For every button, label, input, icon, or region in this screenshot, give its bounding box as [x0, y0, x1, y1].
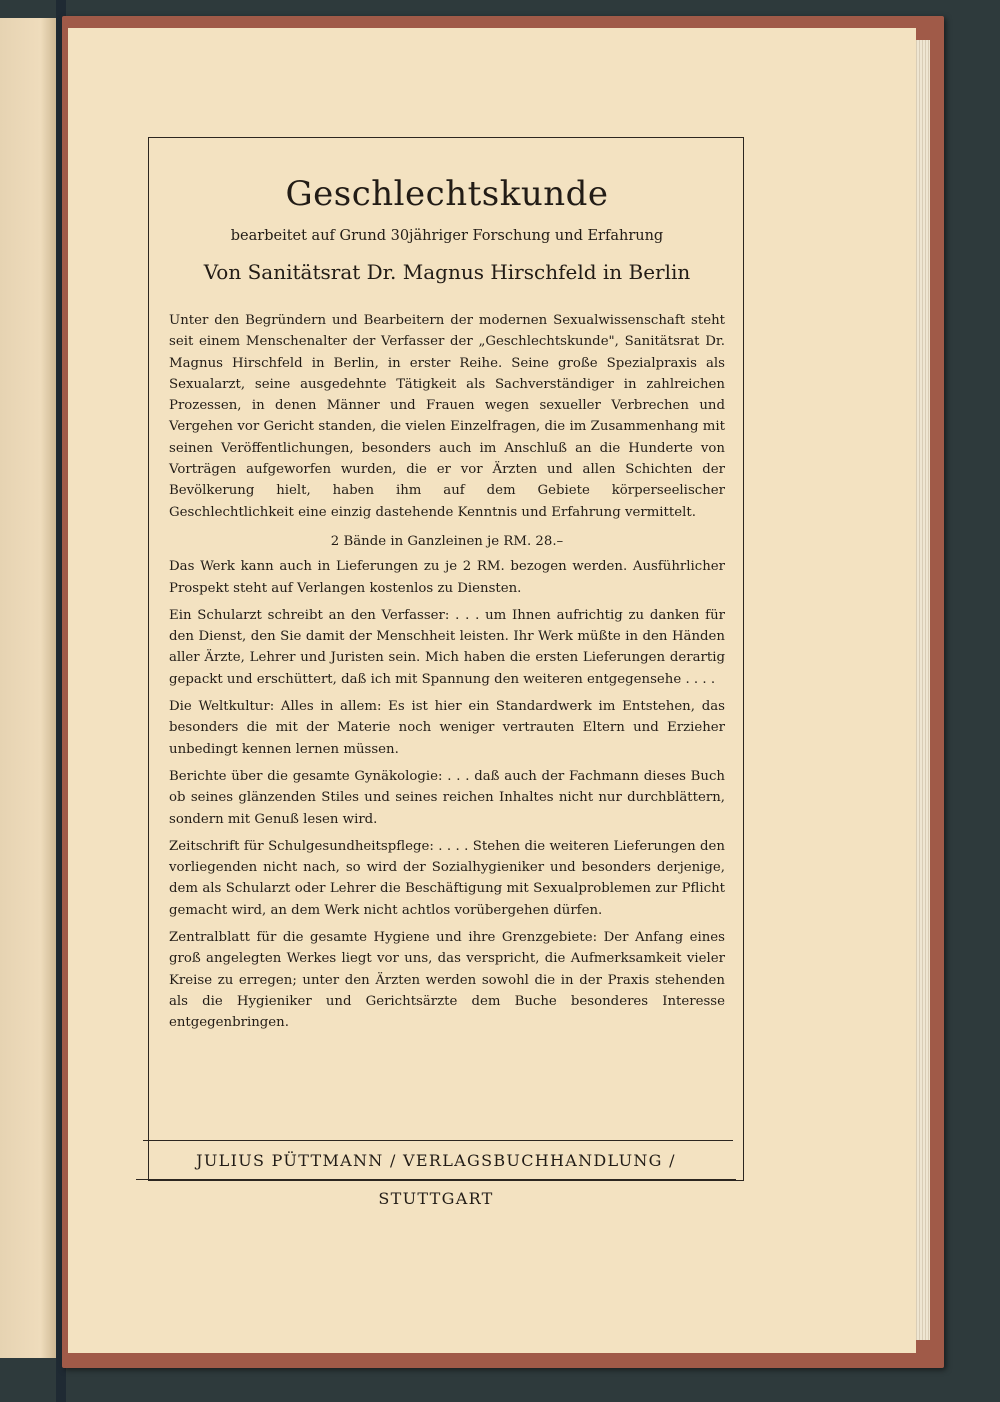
book-author: Von Sanitätsrat Dr. Magnus Hirschfeld in Berlin	[203, 260, 691, 284]
price-line: 2 Bände in Ganzleinen je RM. 28.–	[330, 533, 564, 549]
review-paragraph: Zentralblatt für die gesamte Hygiene und ihre Grenzgebiete: Der Anfang eines groß angelegten Werkes liegt vor uns, das verspricht, die Aufmerksamkeit vieler Kreise zu erregen; unter den Ärzten werden sowohl die in der Praxis stehenden als die Hygieniker und Gerichtsärzte dem Buche besonderes Interesse entgegenbringen.	[169, 930, 725, 1031]
intro-paragraph: Unter den Begründern und Bearbeitern der modernen Sexualwissenschaft steht seit einem Menschenalter der Verfasser der „Geschlechtskunde", Sanitätsrat Dr. Magnus Hirschfeld in Berlin, in erster Reihe. Seine große Spezialpraxis als Sexualarzt, seine ausgedehnte Tätigkeit als Sachverständiger in zahlreichen Prozessen, in denen Männer und Frauen wegen sexueller Verbrechen und Vergehen vor Gericht standen, die vielen Einzelfragen, die im Zusammenhang mit seinen Veröffentlichungen, besonders auch im Anschluß an die Hunderte von Vorträgen aufgeworfen wurden, die er vor Ärzten und allen Schichten der Bevölkerung hielt, haben ihm auf dem Gebiete körperseelischer Geschlechtlichkeit eine einzig dastehende Kenntnis und Erfahrung vermittelt.	[169, 313, 725, 520]
review-paragraph: Ein Schularzt schreibt an den Verfasser: . . . um Ihnen aufrichtig zu danken für den Dienst, den Sie damit der Menschheit leisten. Ihr Werk müßte in den Händen aller Ärzte, Lehrer und Juristen sein. Mich haben die ersten Lieferungen derartig gepackt und erschüttert, daß ich mit Spannung den weiteren entgegensehe . . . .	[169, 607, 725, 687]
review-paragraph: Die Weltkultur: Alles in allem: Es ist hier ein Standardwerk im Entstehen, das besonders die mit der Materie noch weniger vertrauten Eltern und Erzieher unbedingt kennen lernen müssen.	[169, 699, 725, 757]
publisher-line: JULIUS PÜTTMANN / VERLAGSBUCHHANDLUNG / STUTTGART	[136, 1142, 736, 1180]
left-page-edge	[0, 18, 58, 1358]
delivery-paragraph: Das Werk kann auch in Lieferungen zu je 2 RM. bezogen werden. Ausführlicher Prospekt steht auf Verlangen kostenlos zu Diensten.	[169, 559, 725, 596]
review-paragraph: Berichte über die gesamte Gynäkologie: . . . daß auch der Fachmann dieses Buch ob seines glänzenden Stiles und seines reichen Inhaltes nicht nur durchblättern, sondern mit Genuß lesen wird.	[169, 768, 725, 827]
book-subtitle: bearbeitet auf Grund 30jähriger Forschung und Erfahrung	[230, 228, 664, 244]
book-title: Geschlechtskunde	[285, 174, 609, 214]
advertisement-panel	[148, 137, 744, 1181]
review-paragraph: Zeitschrift für Schulgesundheitspflege: . . . . Stehen die weiteren Lieferungen den vorliegenden nicht nach, so wird der Sozialhygieniker und besonders derjenige, dem als Schularzt oder Lehrer die Beschäftigung mit Sexualproblemen zur Pflicht gemacht wird, an dem Werk nicht achtlos vorübergehen dürfen.	[169, 838, 725, 918]
body-text	[169, 310, 725, 1040]
divider-rule	[143, 1140, 733, 1141]
